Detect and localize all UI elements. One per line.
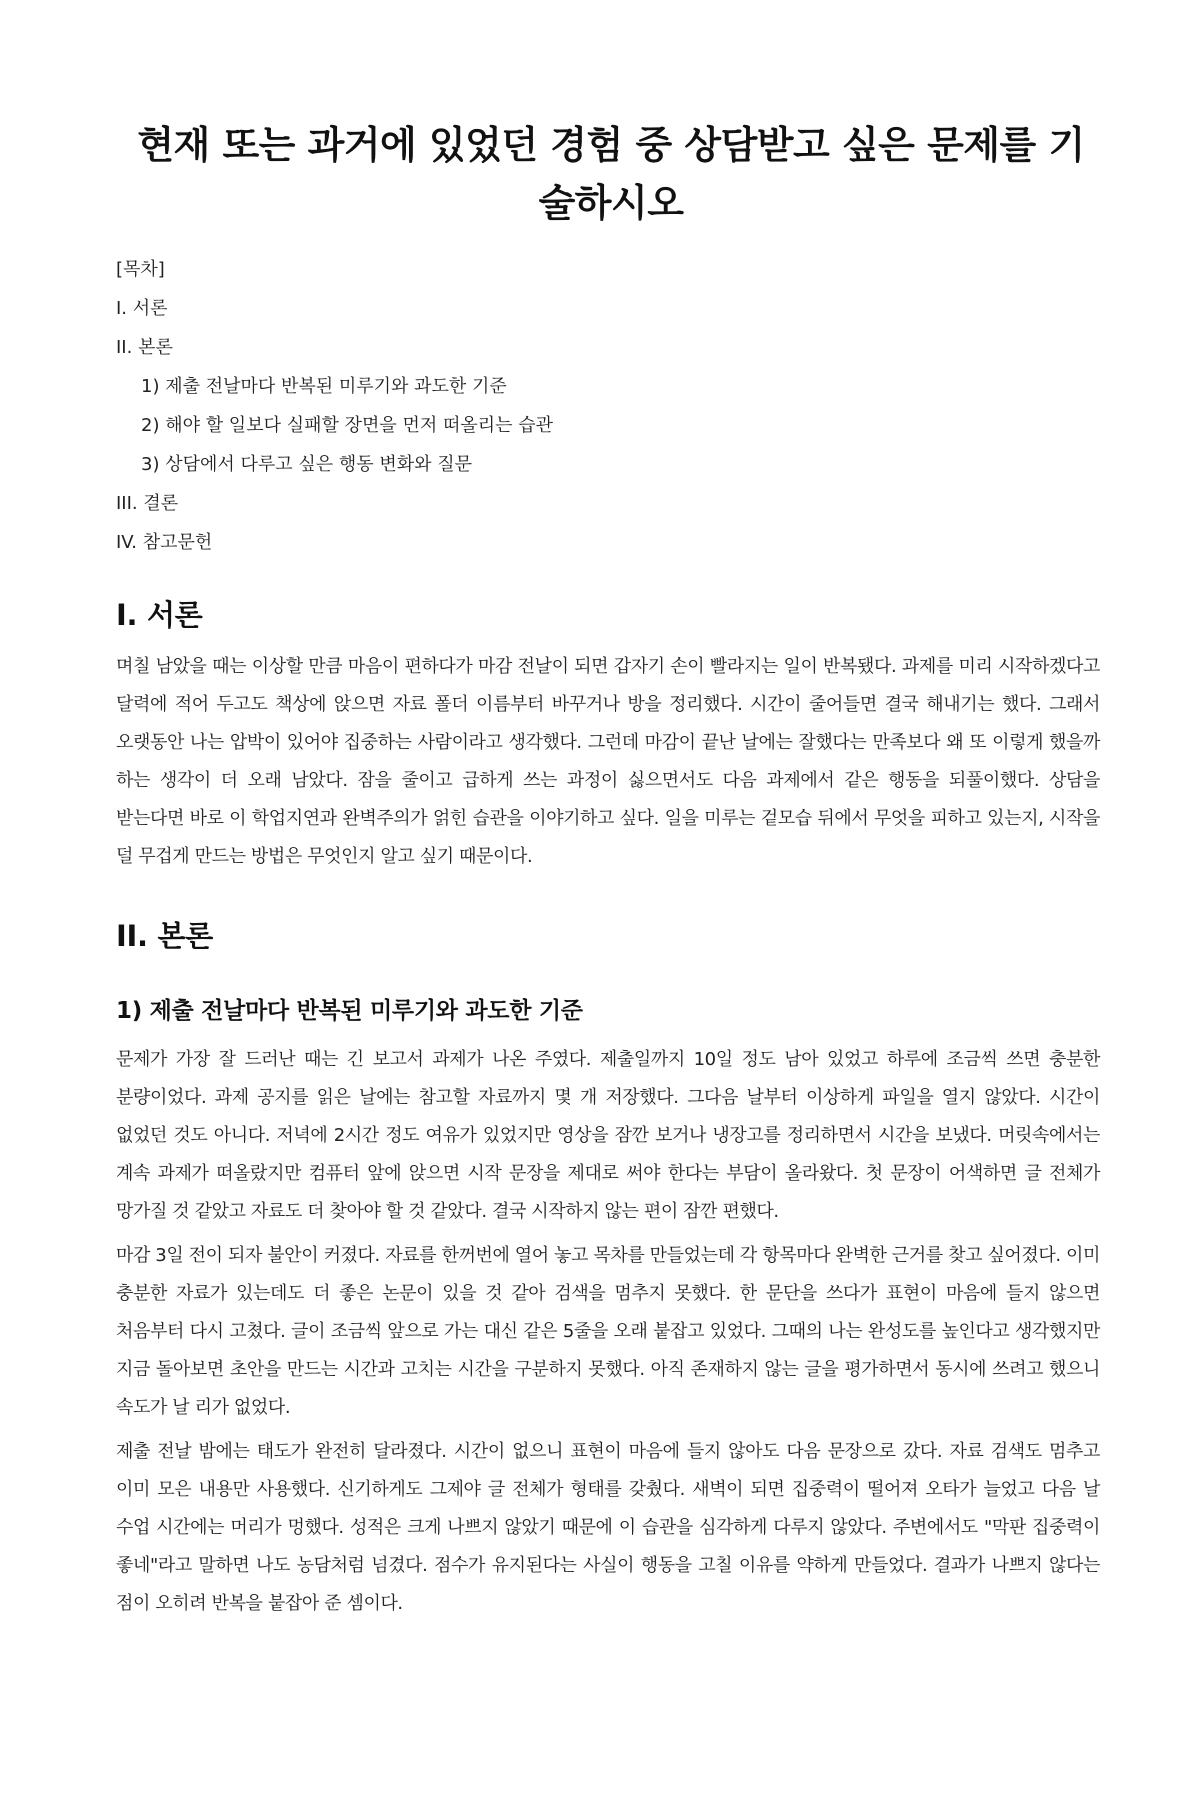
intro-paragraph: 며칠 남았을 때는 이상할 만큼 마음이 편하다가 마감 전날이 되면 갑자기 손이 빨라지는 일이 반복됐다. 과제를 미리 시작하겠다고 달력에 적어 두고도 책상에 앉으면 자료 폴더 이름부터 바꾸거나 방을 정리했다. 시간이 줄어들면 결국 해내기는 했다. 그래서 오랫동안 나는 압박이 있어야 집중하는 사람이라고 생각했다. 그런데 마감이 끝난 날에는 잘했다는 만족보다 왜 또 이렇게 했을까 하는 생각이 더 오래 남았다. 잠을 줄이고 급하게 쓰는 과정이 싫으면서도 다음 과제에서 같은 행동을 되풀이했다. 상담을 받는다면 바로 이 학업지연과 완벽주의가 얽힌 습관을 이야기하고 싶다. 일을 미루는 겉모습 뒤에서 무엇을 피하고 있는지, 시작을 덜 무겁게 만드는 방법은 무엇인지 알고 싶기 때문이다. bbox=[116, 656, 1100, 867]
toc-item-references: IV. 참고문헌 bbox=[116, 532, 213, 553]
toc-item-body: II. 본론 bbox=[116, 337, 173, 358]
document-page bbox=[0, 116, 1200, 1812]
toc-item-body-1: 1) 제출 전날마다 반복된 미루기와 과도한 기준 bbox=[141, 376, 507, 397]
body-sub1-heading: 1) 제출 전날마다 반복된 미루기와 과도한 기준 bbox=[116, 998, 583, 1024]
toc-item-conclusion: III. 결론 bbox=[116, 493, 179, 514]
toc-heading: [목차] bbox=[116, 259, 165, 280]
document-title: 현재 또는 과거에 있었던 경험 중 상담받고 싶은 문제를 기술하시오 bbox=[137, 123, 1085, 225]
intro-heading: I. 서론 bbox=[116, 598, 203, 632]
body-sub1-paragraph-2: 마감 3일 전이 되자 불안이 커졌다. 자료를 한꺼번에 열어 놓고 목차를 만들었는데 각 항목마다 완벽한 근거를 찾고 싶어졌다. 이미 충분한 자료가 있는데도 더 좋은 논문이 있을 것 같아 검색을 멈추지 못했다. 한 문단을 쓰다가 표현이 마음에 들지 않으면 처음부터 다시 고쳤다. 글이 조금씩 앞으로 가는 대신 같은 5줄을 오래 붙잡고 있었다. 그때의 나는 완성도를 높인다고 생각했지만 지금 돌아보면 초안을 만드는 시간과 고치는 시간을 구분하지 못했다. 아직 존재하지 않는 글을 평가하면서 동시에 쓰려고 했으니 속도가 날 리가 없었다. bbox=[116, 1245, 1100, 1418]
table-of-contents bbox=[116, 258, 1100, 555]
body-heading: II. 본론 bbox=[116, 919, 213, 953]
toc-item-intro: I. 서론 bbox=[116, 298, 168, 319]
body-sub1-paragraph-3: 제출 전날 밤에는 태도가 완전히 달라졌다. 시간이 없으니 표현이 마음에 들지 않아도 다음 문장으로 갔다. 자료 검색도 멈추고 이미 모은 내용만 사용했다. 신기하게도 그제야 글 전체가 형태를 갖췄다. 새벽이 되면 집중력이 떨어져 오타가 늘었고 다음 날 수업 시간에는 머리가 멍했다. 성적은 크게 나쁘지 않았기 때문에 이 습관을 심각하게 다루지 않았다. 주변에서도 "막판 집중력이 좋네"라고 말하면 나도 농담처럼 넘겼다. 점수가 유지된다는 사실이 행동을 고칠 이유를 약하게 만들었다. 결과가 나쁘지 않다는 점이 오히려 반복을 붙잡아 준 셈이다. bbox=[116, 1441, 1100, 1614]
toc-item-body-3: 3) 상담에서 다루고 싶은 행동 변화와 질문 bbox=[141, 454, 473, 475]
toc-item-body-2: 2) 해야 할 일보다 실패할 장면을 먼저 떠올리는 습관 bbox=[141, 415, 554, 436]
body-sub1-paragraph-1: 문제가 가장 잘 드러난 때는 긴 보고서 과제가 나온 주였다. 제출일까지 10일 정도 남아 있었고 하루에 조금씩 쓰면 충분한 분량이었다. 과제 공지를 읽은 날에는 참고할 자료까지 몇 개 저장했다. 그다음 날부터 이상하게 파일을 열지 않았다. 시간이 없었던 것도 아니다. 저녁에 2시간 정도 여유가 있었지만 영상을 잠깐 보거나 냉장고를 정리하면서 시간을 보냈다. 머릿속에서는 계속 과제가 떠올랐지만 컴퓨터 앞에 앉으면 시작 문장을 제대로 써야 한다는 부담이 올라왔다. 첫 문장이 어색하면 글 전체가 망가질 것 같았고 자료도 더 찾아야 할 것 같았다. 결국 시작하지 않는 편이 잠깐 편했다. bbox=[116, 1049, 1100, 1222]
